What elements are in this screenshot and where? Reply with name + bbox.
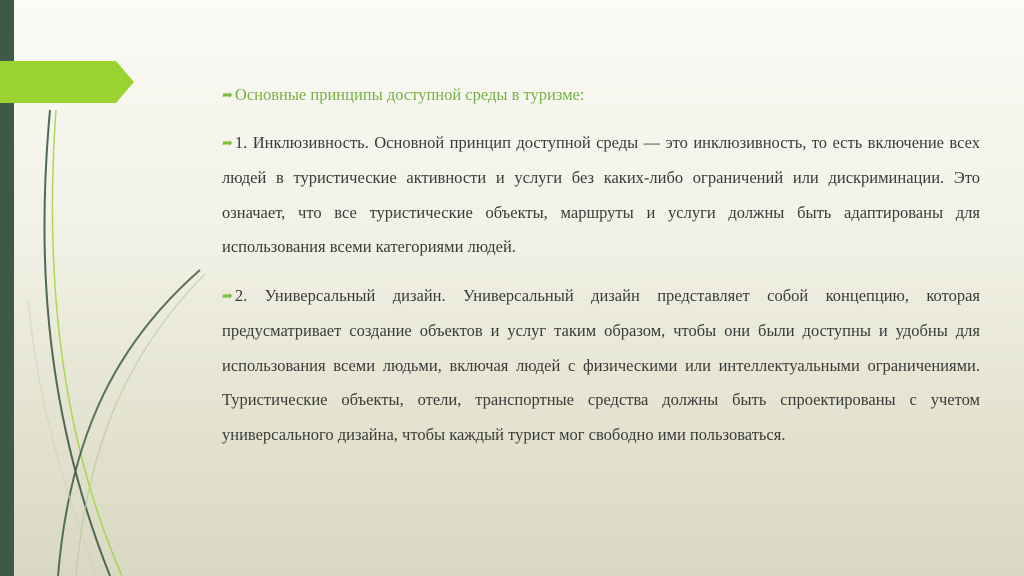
arrow-right-icon: ➦ bbox=[222, 87, 233, 102]
slide-content bbox=[222, 78, 980, 466]
paragraph-inclusivity bbox=[222, 126, 980, 265]
slide-heading bbox=[222, 78, 980, 114]
heading-text: Основные принципы доступной среды в туризме: bbox=[234, 85, 585, 104]
arrow-right-icon: ➦ bbox=[222, 134, 233, 150]
paragraph-universal-design bbox=[222, 279, 980, 453]
paragraph-text: 1. Инклюзивность. Основной принцип доступной среды — это инклюзивность, то есть включение всех людей в туристические активности и услуги без каких-либо ограничений или дискриминации. Это означает, что все туристические объекты, маршруты и услуги должны быть адаптированы для использования всеми категориями людей. bbox=[222, 132, 980, 256]
accent-tab bbox=[0, 61, 134, 103]
paragraph-text: 2. Универсальный дизайн. Универсальный дизайн представляет собой концепцию, которая предусматривает создание объектов и услуг таким образом, чтобы они были доступны и удобны для использования всеми людьми, включая людей с физическими или интеллектуальными ограничениями. Туристические объекты, отели, транспортные средства должны быть спроектированы с учетом универсального дизайна, чтобы каждый турист мог свободно ими пользоваться. bbox=[222, 285, 980, 444]
arrow-right-icon: ➦ bbox=[222, 287, 233, 303]
